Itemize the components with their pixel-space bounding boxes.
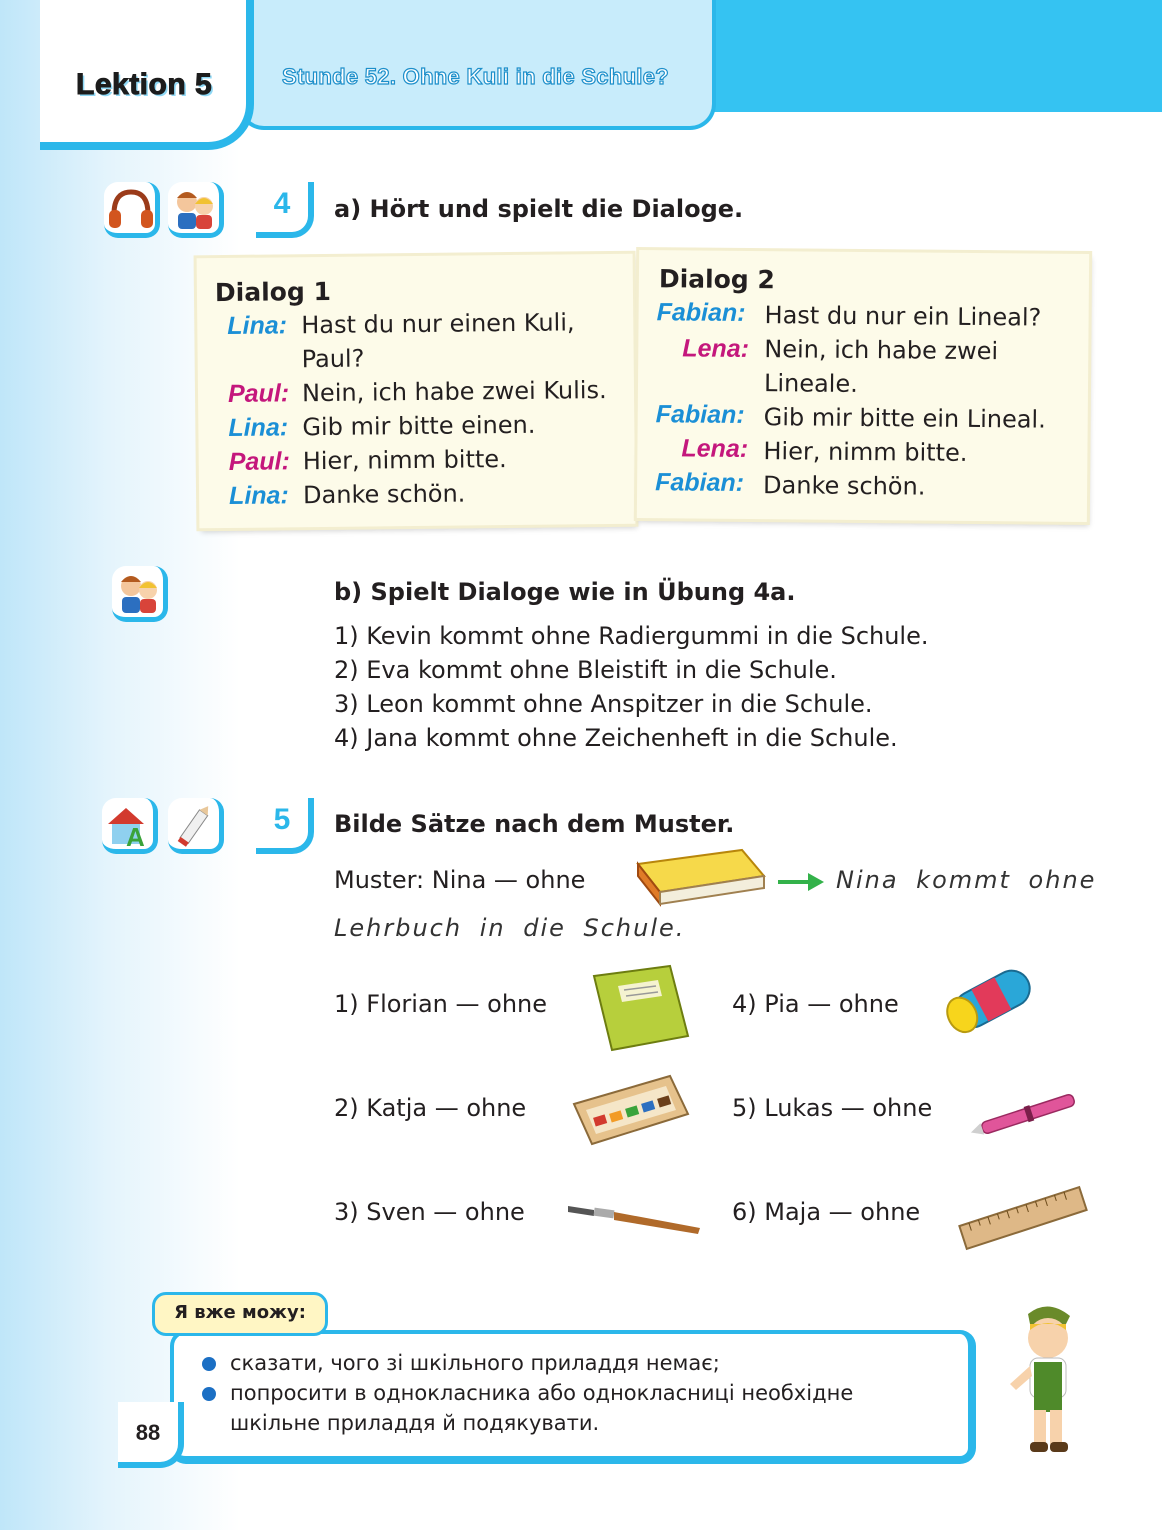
speaker: Fabian: xyxy=(655,400,745,429)
task5-item: 1) Florian — ohne xyxy=(334,990,547,1018)
dialog-line: Hier, nimm bitte. xyxy=(302,445,507,476)
arrow-right-icon xyxy=(776,870,826,894)
speaker: Lena: xyxy=(681,434,749,463)
task4a-heading: a) Hört und spielt die Dialoge. xyxy=(334,195,744,223)
exercise-book-icon xyxy=(588,962,694,1054)
dialog2-title: Dialog 2 xyxy=(658,264,775,295)
can-do-item: попросити в однокласника або однокласниці необхідне xyxy=(230,1381,854,1405)
speaker: Paul: xyxy=(228,447,291,476)
dialog-line: Lineale. xyxy=(763,369,858,398)
list-item: 3) Leon kommt ohne Anspitzer in die Schule. xyxy=(334,690,873,718)
bullet-icon xyxy=(202,1357,216,1371)
task4b-heading: b) Spielt Dialoge wie in Übung 4a. xyxy=(334,578,796,606)
dialog2-card xyxy=(637,250,1089,522)
task5-item: 5) Lukas — ohne xyxy=(732,1094,933,1122)
dialog-line: Paul? xyxy=(301,344,365,374)
dialog-line: Nein, ich habe zwei Kulis. xyxy=(301,376,607,408)
lektion-title: Lektion 5 xyxy=(76,68,213,101)
task5-item: 4) Pia — ohne xyxy=(732,990,899,1018)
dialog1-title: Dialog 1 xyxy=(214,276,332,308)
dialog-line: Hast du nur ein Lineal? xyxy=(764,301,1042,332)
list-item: 2) Eva kommt ohne Bleistift in die Schule. xyxy=(334,656,837,684)
paintbrush-icon xyxy=(564,1194,704,1238)
speaker: Fabian: xyxy=(656,298,746,327)
task-number-5: 5 xyxy=(256,798,314,854)
dialog-line: Hier, nimm bitte. xyxy=(763,437,968,467)
muster-prefix: Muster: Nina — ohne xyxy=(334,866,586,894)
dialog-line: Danke schön. xyxy=(763,471,926,501)
dialog1-card xyxy=(197,254,636,529)
task5-item: 2) Katja — ohne xyxy=(334,1094,527,1122)
speaker: Paul: xyxy=(227,379,290,408)
page-number: 88 xyxy=(118,1402,184,1468)
svg-text:A: A xyxy=(126,822,145,850)
headphones-icon xyxy=(104,182,160,238)
task5-item: 6) Maja — ohne xyxy=(732,1198,921,1226)
pencil-icon xyxy=(168,798,224,854)
dialog-line: Gib mir bitte ein Lineal. xyxy=(763,403,1046,434)
dialog-line: Danke schön. xyxy=(302,479,466,510)
task-number-4: 4 xyxy=(256,182,314,238)
textbook-icon xyxy=(632,846,768,910)
can-do-item-continuation: шкільне приладдя й подякувати. xyxy=(230,1411,600,1435)
header-band xyxy=(700,0,1162,112)
dialog-line: Gib mir bitte einen. xyxy=(302,410,536,442)
muster-answer-line-1: Nina kommt ohne xyxy=(836,866,1097,894)
can-do-item: сказати, чого зі шкільного приладдя немає; xyxy=(230,1351,720,1375)
speaker: Lina: xyxy=(228,413,289,442)
task5-heading: Bilde Sätze nach dem Muster. xyxy=(334,810,735,838)
speaker: Fabian: xyxy=(655,468,745,497)
stunde-title: Stunde 52. Ohne Kuli in die Schule? xyxy=(282,64,669,89)
bullet-icon xyxy=(202,1387,216,1401)
ruler-icon xyxy=(956,1184,1090,1252)
school-house-icon xyxy=(102,798,158,854)
paint-box-icon xyxy=(566,1062,692,1150)
pair-work-icon xyxy=(168,182,224,238)
pencil-case-icon xyxy=(938,956,1042,1042)
list-item: 4) Jana kommt ohne Zeichenheft in die Schule. xyxy=(334,724,898,752)
speaker: Lina: xyxy=(228,481,289,510)
task5-item: 3) Sven — ohne xyxy=(334,1198,525,1226)
pen-icon xyxy=(966,1084,1090,1144)
dialog-line: Hast du nur einen Kuli, xyxy=(301,308,575,340)
speaker: Lina: xyxy=(227,311,288,340)
can-do-label: Я вже можу: xyxy=(152,1292,328,1336)
speaker: Lena: xyxy=(682,334,750,364)
muster-answer-line-2: Lehrbuch in die Schule. xyxy=(334,914,686,942)
boy-character-icon xyxy=(1000,1300,1096,1460)
pair-work-icon xyxy=(112,566,168,622)
list-item: 1) Kevin kommt ohne Radiergummi in die Schule. xyxy=(334,622,929,650)
dialog-line: Nein, ich habe zwei xyxy=(764,335,999,366)
